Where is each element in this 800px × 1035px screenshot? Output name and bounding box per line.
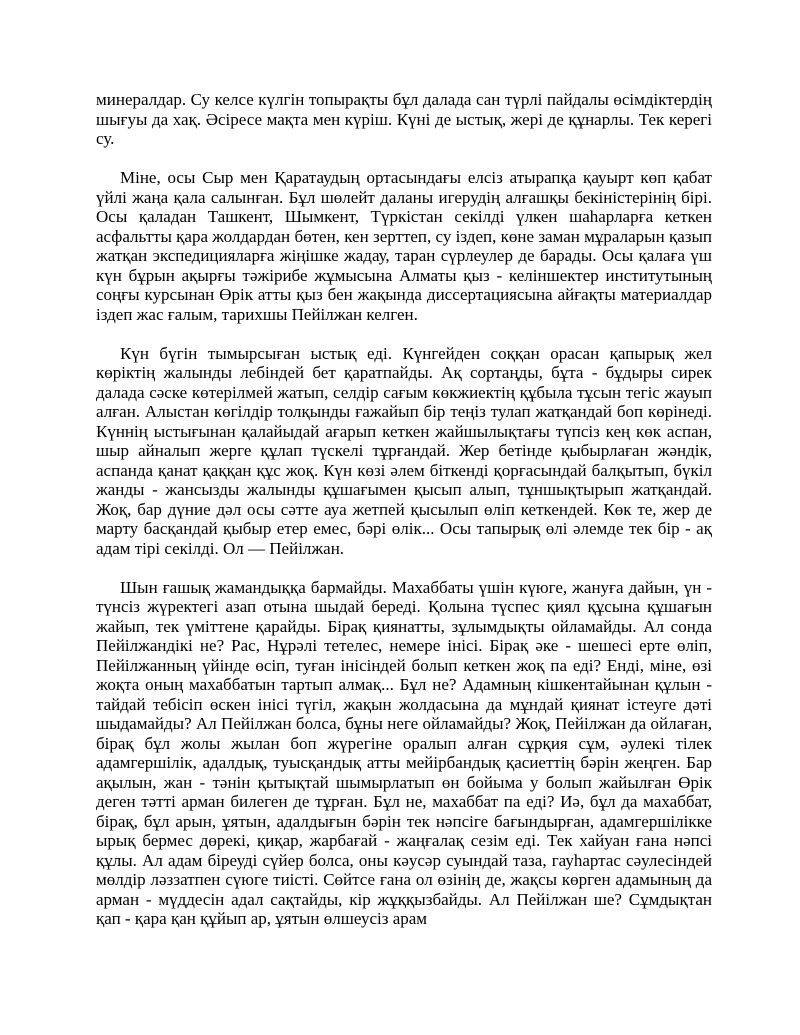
paragraph-love: Шын ғашық жамандыққа бармайды. Махаббаты үшін күюге, жануға дайын, үн - түнсіз жүректегі азап отына шыдай береді. Қолына түспес қиял құсына құшағын жайып, тек үміттене қарайды. Бірақ қиянатты, зұлымдықты ойламайды. Ал сонда Пейілжандікі не? Рас, Нұрәлі тетелес, немере інісі. Бірақ әке - шешесі ерте өліп, Пейілжанның үйінде өсіп, туған інісіндей болып кеткен жоқ па еді? Енді, міне, өзі жоқта оның махаббатын тартып алмақ... Бұл не? Адамның кішкентайынан құлын - тайдай тебісіп өскен інісі түгіл, жақын жолдасына да мұндай қиянат істеуге дәті шыдамайды? Ал Пейілжан болса, бұны неге ойламайды? Жоқ, Пейілжан да ойлаған, бірақ бұл жолы жылан боп жүрегіне оралып алған сұрқия сұм, әулекі тілек адамгершілік, адалдық, туысқандық атты мейірбандық қасиеттің бәрін жеңген. Бар ақылын, жан - тәнін қытықтай шымырлатып өн бойыма у болып жайылған Өрік деген тәтті арман билеген де тұрған. Бұл не, махаббат па еді? Иә, бұл да махаббат, бірақ, бұл арын, ұятын, адалдығын бәрін тек нәпсіге бағындырған, адамгершілікке ырық бермес дөрекі, қиқар, жарбағай - жаңғалақ сезім еді. Тек хайуан ғана нәпсі құлы. Ал адам біреуді сүйер болса, оны кәусәр суындай таза, гауһартас сәулесіндей мөлдір ләззатпен сүюге тиісті. Сөйтсе ғана ол өзінің де, жақсы көрген адамының да арман - мүддесін адал сақтайды, кір жұққызбайды. Ал Пейілжан ше? Сұмдықтан қап - қара қан құйып ар, ұятын өлшеусіз арам — [96, 577, 712, 928]
paragraph-city: Міне, осы Сыр мен Қаратаудың ортасындағы елсіз атырапқа қауырт көп қабат үйлі жаңа қала салынған. Бұл шөлейт даланы игерудің алғашқы бекіністерінің бірі. Осы қаладан Ташкент, Шымкент, Түркістан секілді үлкен шаһарларға кеткен асфальтты қара жолдардан бөтен, кен зерттеп, су іздеп, көне заман мұраларын қазып жатқан экспедицияларға жіңішке жадау, таран сүрлеулер де барады. Осы қалаға үш күн бұрын ақырғы тәжірибе жұмысына Алматы қыз - келіншектер институтының соңғы курсынан Өрік атты қыз бен жақында диссертациясына айғақты материалдар іздеп жас ғалым, тарихшы Пейілжан келген. — [96, 168, 712, 324]
document-page — [96, 90, 712, 948]
paragraph-heat: Күн бүгін тымырсыған ыстық еді. Күнгейден соққан орасан қапырық жел көріктің жалынды лебіндей бет қаратпайды. Ақ сортаңды, бұта - бұдыры сирек далада сәске көтерілмей жатып, селдір сағым көкжиектің құбыла тұсын тегіс жауып алған. Алыстан көгілдір толқынды ғажайып бір теңіз тулап жатқандай боп көрінеді. Күннің ыстығынан қалайыдай ағарып кеткен жайшылықтағы түпсіз кең көк аспан, шыр айналып жерге құлап түскелі тұрғандай. Жер бетінде қыбырлаған жәндік, аспанда қанат қаққан құс жоқ. Күн көзі әлем біткенді қорғасындай балқытып, бүкіл жанды - жансызды жалынды құшағымен қысып алып, тұншықтырып жатқандай. Жоқ, бар дүние дәл осы сәтте ауа жетпей қысылып өліп кеткендей. Көк те, жер де марту басқандай қыбыр етер емес, бәрі өлік... Осы тапырық өлі әлемде тек бір - ақ адам тірі секілді. Ол — Пейілжан. — [96, 343, 712, 558]
paragraph-continuation: минералдар. Су келсе күлгін топырақты бұл далада сан түрлі пайдалы өсімдіктердің шығуы да хақ. Әсіресе мақта мен күріш. Күні де ыстық, жері де құнарлы. Тек керегі су. — [96, 90, 712, 148]
